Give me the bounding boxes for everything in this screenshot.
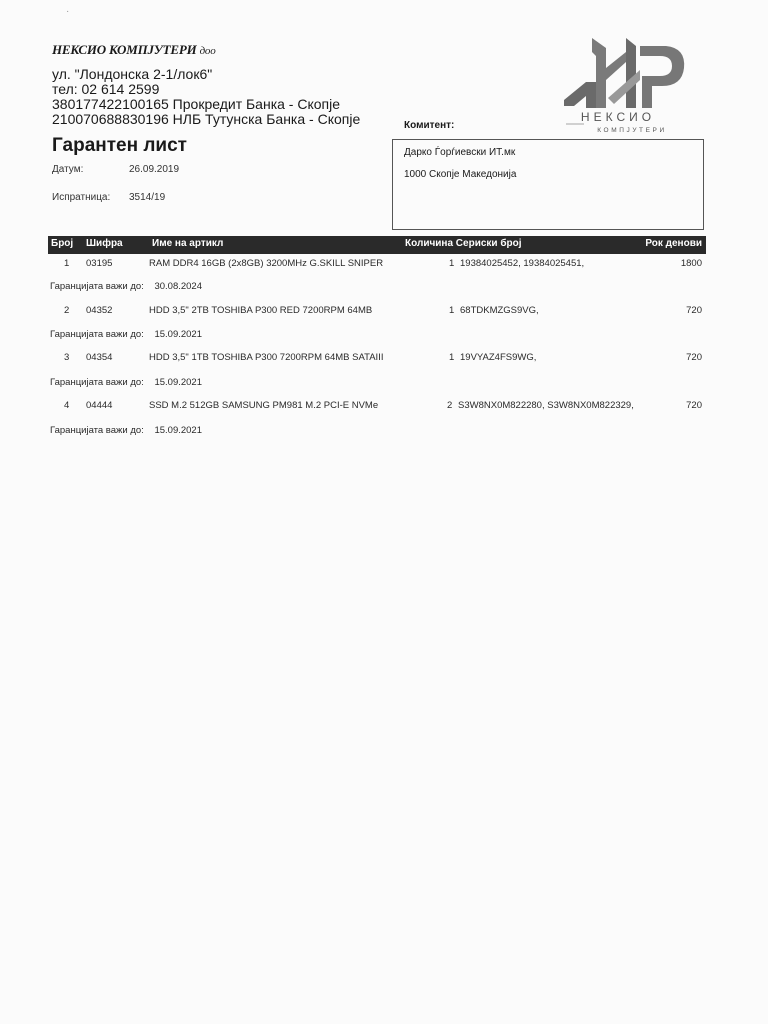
company-logo	[556, 38, 706, 134]
row-days: 720	[686, 305, 702, 316]
date-label: Датум:	[52, 164, 84, 175]
table-row	[0, 400, 768, 414]
header-qty-serial: Количина Сериски број	[405, 238, 522, 249]
company-bank-2: 210070688830196 НЛБ Тутунска Банка - Скопје	[52, 111, 361, 127]
warranty-label: Гаранцијата важи до:	[50, 329, 144, 340]
header-days: Рок денови	[645, 238, 702, 249]
date-value: 26.09.2019	[129, 164, 180, 175]
row-name: SSD M.2 512GB SAMSUNG PM981 M.2 PCI-E NVMe	[149, 400, 379, 411]
company-suffix: доо	[199, 45, 216, 57]
scan-mark: ·	[66, 6, 70, 17]
table-header	[48, 236, 706, 254]
warranty-label: Гаранцијата важи до:	[50, 425, 144, 436]
document-title: Гарантен лист	[52, 135, 187, 156]
company-bank-1: 380177422100165 Прокредит Банка - Скопје	[52, 96, 341, 112]
header-name: Име на артикл	[152, 238, 224, 249]
row-name: HDD 3,5" 2TB TOSHIBA P300 RED 7200RPM 64MB	[149, 305, 373, 316]
warranty-line	[50, 377, 202, 388]
row-qty: 1	[449, 258, 455, 269]
invoice-value: 3514/19	[129, 192, 166, 203]
company-name	[52, 42, 216, 58]
row-days: 720	[686, 400, 702, 411]
warranty-date: 15.09.2021	[154, 377, 202, 388]
warranty-date: 15.09.2021	[154, 329, 202, 340]
row-days: 1800	[680, 258, 702, 269]
table-row	[0, 258, 768, 272]
row-serial: 19VYAZ4FS9WG,	[460, 352, 537, 363]
header-code: Шифра	[86, 238, 123, 249]
row-code: 03195	[86, 258, 113, 269]
warranty-line	[50, 425, 202, 436]
table-row	[0, 352, 768, 366]
client-name: Дарко Ѓорѓиевски ИТ.мк	[404, 147, 516, 158]
row-no: 4	[64, 400, 70, 411]
row-qty: 2	[447, 400, 453, 411]
row-code: 04354	[86, 352, 113, 363]
warranty-line	[50, 281, 202, 292]
row-qty: 1	[449, 352, 455, 363]
header-no: Број	[51, 238, 74, 249]
logo-mark	[556, 38, 706, 134]
row-days: 720	[686, 352, 702, 363]
row-serial: S3W8NX0M822280, S3W8NX0M822329,	[458, 400, 634, 411]
row-no: 3	[64, 352, 70, 363]
warranty-label: Гаранцијата важи до:	[50, 377, 144, 388]
row-no: 2	[64, 305, 70, 316]
row-no: 1	[64, 258, 70, 269]
client-label: Комитент:	[404, 120, 455, 131]
company-address: ул. "Лондонска 2-1/лок6"	[52, 66, 213, 82]
client-box	[392, 139, 704, 230]
row-qty: 1	[449, 305, 455, 316]
client-city: 1000 Скопје Македонија	[404, 169, 517, 180]
row-code: 04352	[86, 305, 113, 316]
warranty-date: 15.09.2021	[154, 425, 202, 436]
logo-text-1: НЕКСИО	[580, 110, 656, 124]
row-name: RAM DDR4 16GB (2x8GB) 3200MHz G.SKILL SNIPER	[149, 258, 384, 269]
invoice-label: Испратница:	[52, 192, 111, 203]
warranty-line	[50, 329, 202, 340]
company-phone: тел: 02 614 2599	[52, 81, 160, 97]
warranty-label: Гаранцијата важи до:	[50, 281, 144, 292]
table-row	[0, 305, 768, 319]
logo-text-2: КОМПЈУТЕРИ	[597, 127, 667, 134]
row-serial: 19384025452, 19384025451,	[460, 258, 585, 269]
row-code: 04444	[86, 400, 113, 411]
row-serial: 68TDKMZGS9VG,	[460, 305, 539, 316]
warranty-date: 30.08.2024	[154, 281, 202, 292]
company-name-text: НЕКСИО КОМПЈУТЕРИ	[52, 42, 197, 57]
row-name: HDD 3,5" 1TB TOSHIBA P300 7200RPM 64MB SATAIII	[149, 352, 384, 363]
